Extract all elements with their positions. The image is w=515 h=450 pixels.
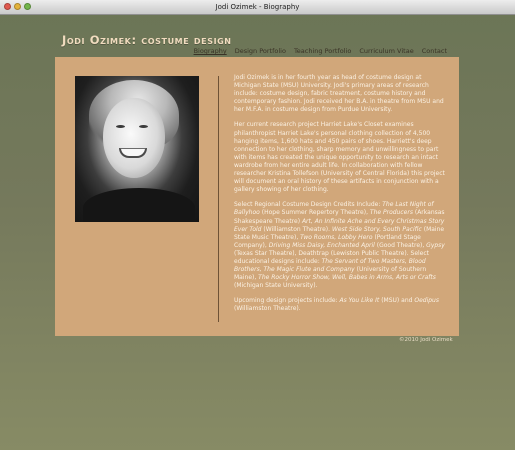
bio-text-run: (Arkansas Shakespeare Theatre) (234, 209, 445, 225)
production-title: Art, An Infinite Ache and Every Christmas Story Ever Told (234, 217, 445, 233)
window-title: Jodi Ozimek - Biography (215, 3, 300, 11)
production-title: The Producers (369, 209, 413, 217)
production-title: Driving Miss Daisy, Enchanted April (268, 241, 375, 249)
bio-paragraph-3 (234, 201, 448, 290)
production-title: Oedipus (414, 297, 439, 305)
copyright-footer: ©2010 Jodi Ozimek (399, 337, 453, 343)
production-title: Gypsy (426, 241, 445, 249)
portrait-photo (75, 76, 199, 222)
bio-text-run: (Williamston Theatre). (261, 225, 332, 233)
bio-paragraph-4 (234, 297, 448, 313)
nav-biography[interactable]: Biography (193, 47, 227, 55)
close-window-button[interactable] (4, 3, 11, 10)
portrait-eye (139, 125, 148, 128)
nav-curriculum-vitae[interactable]: Curriculum Vitae (359, 47, 414, 55)
production-title: The Servant of Two Masters, Blood Brothers, The Magic Flute and Company (234, 257, 426, 274)
maximize-window-button[interactable] (24, 3, 31, 10)
bio-text-run: (MSU) and (379, 297, 415, 305)
production-title: West Side Story, South Pacific (331, 225, 422, 233)
production-title: The Rocky Horror Show, Well, Babes in Arms, Arts or Crafts (258, 274, 436, 282)
portrait-face (103, 98, 165, 178)
biography-text (234, 74, 448, 321)
portrait-shirt (83, 188, 195, 222)
bio-text-run: Upcoming design projects include: (234, 297, 340, 305)
content-panel (55, 57, 459, 336)
minimize-window-button[interactable] (14, 3, 21, 10)
bio-paragraph-2: Her current research project Harriet Lake's Closet examines philanthropist Harriet Lake's personal clothing collection of 4,500 hanging items, 1,600 hats and 450 pairs of shoes. Harriett's deep connection to her clothing, sharp memory and unwillingness to part with items has created the unique opportunity to research an intact wardrobe from her entire adult life. In collaboration with fellow researcher Kristina Tollefson (University of Central Florida) this project will document an oral history of these artifacts in conjunction with a gallery showing of her clothing. (234, 121, 445, 194)
main-nav (194, 47, 447, 55)
bio-text-run: (Williamston Theatre). (234, 305, 301, 313)
column-divider (218, 76, 219, 322)
nav-design-portfolio[interactable]: Design Portfolio (234, 47, 286, 55)
window-titlebar (0, 0, 515, 15)
bio-text-run: (Portland Stage Company), (234, 233, 421, 249)
bio-text-run: (University of Southern Maine), (234, 266, 427, 282)
bio-text-run: (Michigan State University). (234, 282, 318, 290)
production-title: The Last Night of Ballyhoo (234, 201, 434, 217)
nav-teaching-portfolio[interactable]: Teaching Portfolio (293, 47, 352, 55)
site-title: Jodi Ozimek: costume design (62, 33, 232, 47)
bio-text-run: (Texas Star Theatre), Deathtrap (Lewiston Public Theatre). Select educational designs include: (234, 249, 430, 265)
bio-text-run: (Hope Summer Repertory Theatre), (259, 209, 370, 217)
window-controls (4, 3, 31, 10)
nav-contact[interactable]: Contact (421, 47, 447, 55)
bio-paragraph-1: Jodi Ozimek is in her fourth year as head of costume design at Michigan State (MSU) University. Jodi's primary areas of research include: costume design, fabric treatment, costume history and contemporary fashion. Jodi received her B.A. in theatre from MSU and her M.F.A. in costume design from Purdue University. (234, 74, 444, 114)
bio-text-run: (Good Theatre), (374, 241, 427, 249)
bio-text-run: Select Regional Costume Design Credits Include: (234, 201, 383, 209)
portrait-eye (116, 125, 125, 128)
bio-text-run: (Maine State Music Theatre), (234, 225, 445, 241)
production-title: Two Rooms, Lobby Hero (300, 233, 373, 241)
production-title: As You Like It (339, 297, 380, 305)
